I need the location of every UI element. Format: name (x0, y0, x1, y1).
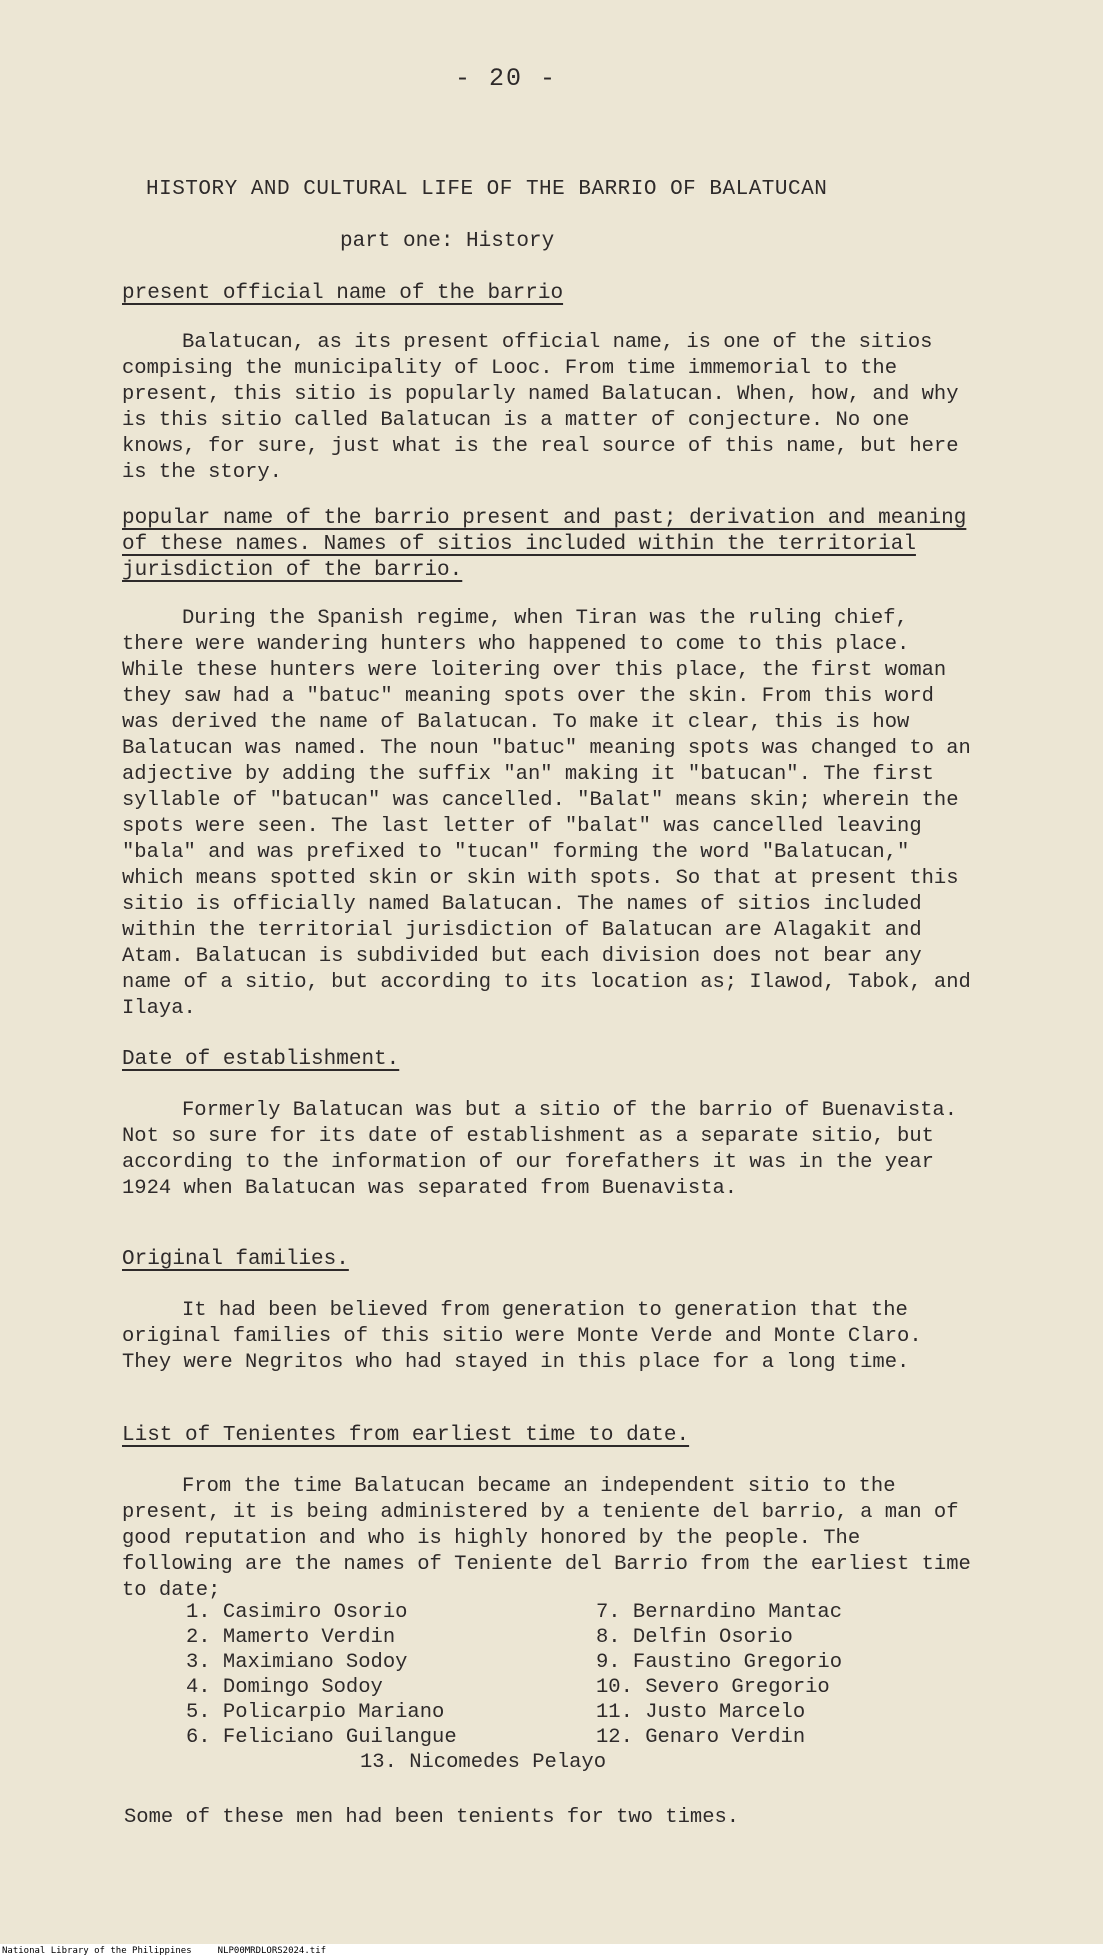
list-item: 3. Maximiano Sodoy (186, 1651, 408, 1674)
list-item: 7. Bernardino Mantac (596, 1601, 843, 1624)
list-item: 4. Domingo Sodoy (186, 1676, 383, 1699)
scan-footer (0, 1944, 1103, 1958)
paragraph-families: It had been believed from generation to generation that the original families of this sitio were Monte Verde and Monte Claro. They were Negritos who had stayed in this place for a long time. (122, 1299, 922, 1374)
list-item: 5. Policarpio Mariano (186, 1701, 445, 1724)
list-item: 9. Faustino Gregorio (596, 1651, 843, 1674)
paragraph-popular-name: During the Spanish regime, when Tiran was the ruling chief, there were wandering hunters who happened to come to this place. While these hunters were loitering over this place, the first woman they saw had a "batuc" meaning spots over the skin. From this word was derived the name of Balatucan. To make it clear, this is how Balatucan was named. The noun "batuc" meaning spots was changed to an adjective by adding the suffix "an" making it "batucan". The first syllable of "batucan" was cancelled. "Balat" means skin; wherein the spots were seen. The last letter of "balat" was cancelled leaving "bala" and was prefixed to "tucan" forming the word "Balatucan," which means spotted skin or skin with spots. So that at present this sitio is officially named Balatucan. The names of sitios included within the territorial jurisdiction of Balatucan are Alagakit and Atam. Balatucan is subdivided but each division does not bear any name of a sitio, but according to its location as; Ilawod, Tabok, and Ilaya. (122, 607, 971, 1020)
closing-note: Some of these men had been tenients for two times. (124, 1806, 740, 1829)
heading-establishment: Date of establishment. (122, 1048, 400, 1071)
document-subtitle: part one: History (340, 230, 555, 253)
list-item: 1. Casimiro Osorio (186, 1601, 408, 1624)
tenientes-list-right (596, 1600, 842, 1750)
list-item: 12. Genaro Verdin (596, 1726, 806, 1749)
list-item: 6. Feliciano Guilangue (186, 1726, 457, 1749)
list-item: 13. Nicomedes Pelayo (360, 1751, 607, 1774)
list-item: 11. Justo Marcelo (596, 1701, 806, 1724)
heading-families: Original families. (122, 1248, 349, 1271)
footer-source: National Library of the Philippines (2, 1946, 192, 1956)
footer-file: NLP00MRDLORS2024.tif (217, 1946, 327, 1956)
list-item: 2. Mamerto Verdin (186, 1626, 396, 1649)
tenientes-list-left (186, 1600, 457, 1750)
heading-tenientes: List of Tenientes from earliest time to date. (122, 1424, 690, 1447)
document-title: HISTORY AND CULTURAL LIFE OF THE BARRIO OF BALATUCAN (146, 178, 828, 201)
page-number: - 20 - (455, 64, 558, 93)
heading-popular-name: popular name of the barrio present and past; derivation and meaning of these names. Names of sitios included within the territorial jurisdiction of the barrio. (122, 507, 967, 582)
list-item: 10. Severo Gregorio (596, 1676, 830, 1699)
paragraph-official-name: Balatucan, as its present official name, is one of the sitios compising the municipality of Looc. From time immemorial to the present, this sitio is popularly named Balatucan. When, how, and why is this sitio called Balatucan is a matter of conjecture. No one knows, for sure, just what is the real source of this name, but here is the story. (122, 331, 959, 484)
paragraph-establishment: Formerly Balatucan was but a sitio of the barrio of Buenavista. Not so sure for its date of establishment as a separate sitio, but according to the information of our forefathers it was in the year 1924 when Balatucan was separated from Buenavista. (122, 1099, 958, 1200)
list-item: 8. Delfin Osorio (596, 1626, 793, 1649)
heading-official-name: present official name of the barrio (122, 282, 564, 305)
paragraph-tenientes: From the time Balatucan became an independent sitio to the present, it is being administered by a teniente del barrio, a man of good reputation and who is highly honored by the people. The following are the names of Teniente del Barrio from the earliest time to date; (122, 1475, 971, 1602)
